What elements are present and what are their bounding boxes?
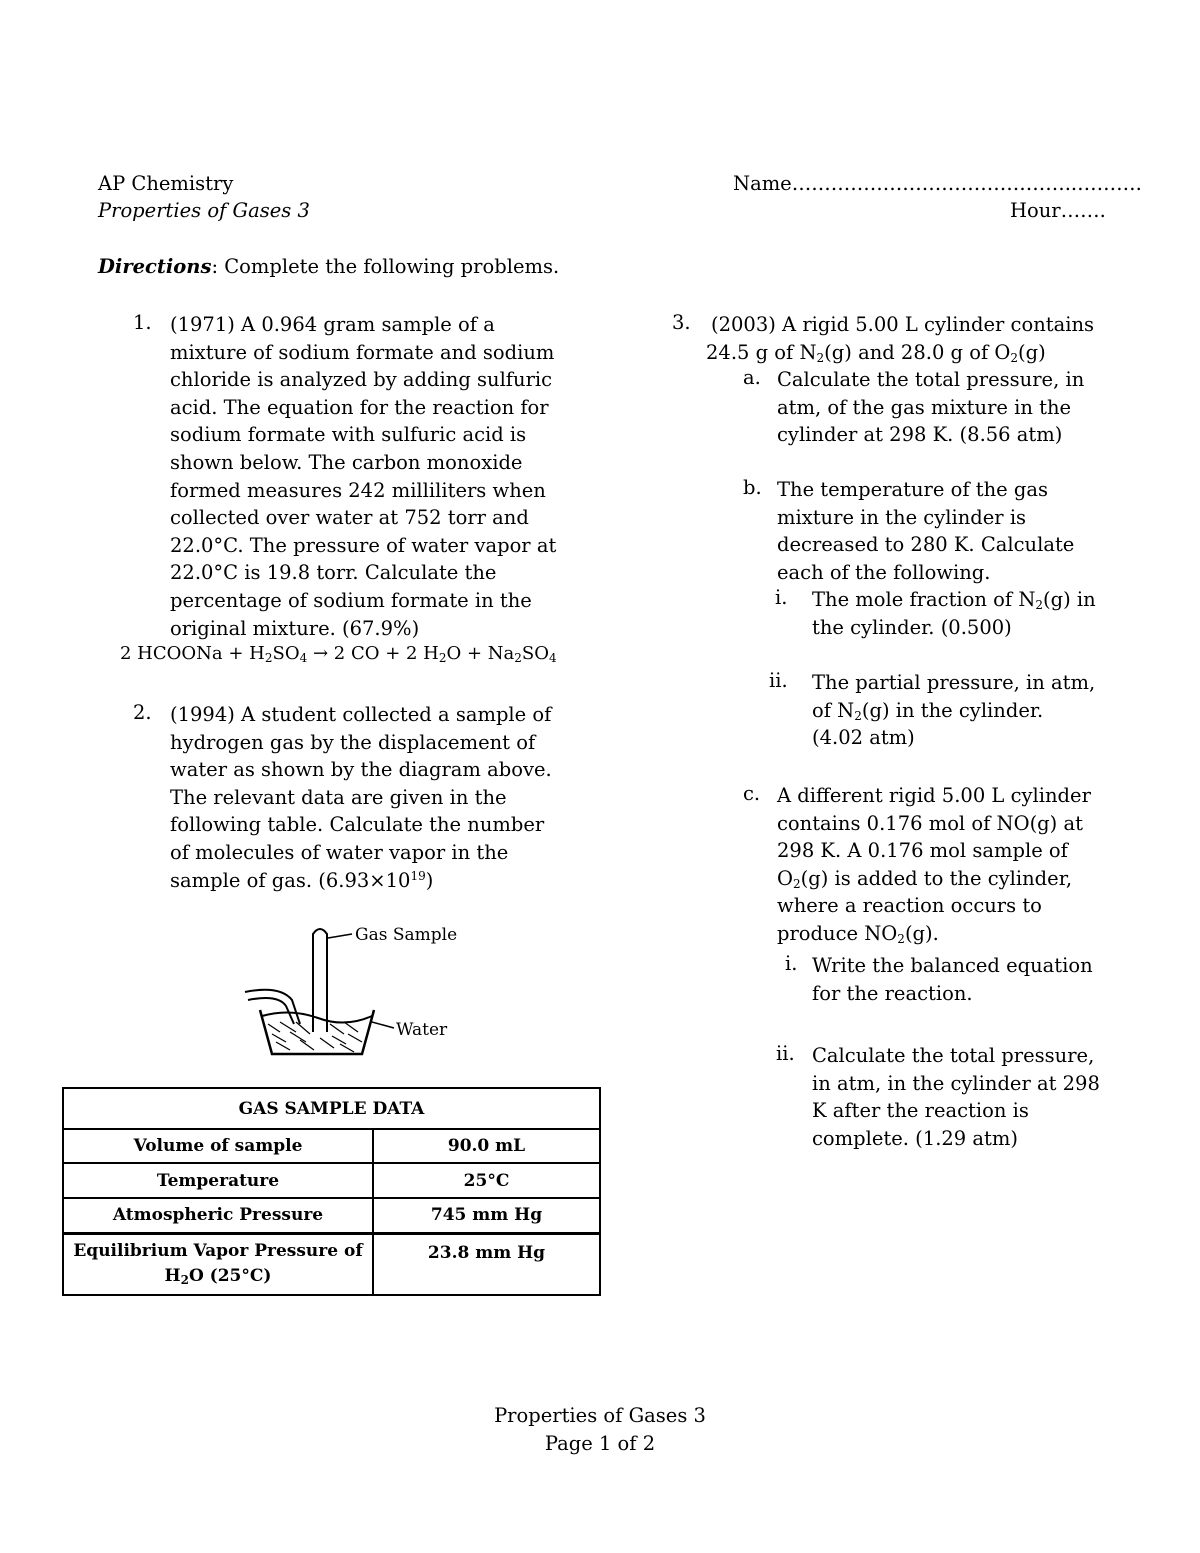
question-3-number: 3. [672, 311, 691, 334]
q2-line: water as shown by the diagram above. [170, 758, 552, 782]
table-title: GAS SAMPLE DATA [63, 1088, 600, 1129]
q3bi-part: (g) in [1043, 588, 1096, 611]
q3b-line: decreased to 280 K. Calculate [777, 533, 1075, 557]
q3c-part: (g) is added to the cylinder, [800, 866, 1073, 890]
name-line: Name……………………………………..………. [733, 172, 1142, 195]
worksheet-subtitle: Properties of Gases 3 [98, 199, 310, 222]
hour-line: Hour……. [1010, 199, 1106, 222]
table-header-row [63, 1088, 600, 1129]
q3c-line: A different rigid 5.00 L cylinder [777, 784, 1091, 807]
o-symbol: O (25°C) [188, 1266, 272, 1287]
q2-line: of molecules of water vapor in the [170, 841, 509, 864]
q3-part: (g) and 28.0 g of O [824, 340, 1011, 364]
q1-line: chloride is analyzed by adding sulfuric [170, 368, 553, 392]
q3a-line: Calculate the total pressure, in [777, 368, 1085, 391]
q3bii-line: The partial pressure, in atm, [812, 671, 1096, 694]
water-label: Water [396, 1020, 448, 1040]
q2-line: hydrogen gas by the displacement of [170, 730, 536, 754]
q3-sub: 2 [1010, 350, 1019, 365]
table-label-cell: Volume of sample [63, 1129, 373, 1163]
q2-line: following table. Calculate the number [170, 813, 545, 837]
q3c-line [777, 920, 939, 948]
q3-part: (g) [1018, 340, 1046, 364]
q3bii-marker: ii. [769, 669, 788, 692]
q3bi-line: the cylinder. (0.500) [812, 615, 1012, 639]
table-label-cell [63, 1233, 373, 1295]
q3-line: (2003) A rigid 5.00 L cylinder contains [711, 313, 1095, 336]
q3bi-part: The mole fraction of N [812, 588, 1036, 611]
q1-line: 22.0°C. The pressure of water vapor at [170, 533, 557, 557]
reaction-equation [120, 643, 557, 664]
q3c-line: where a reaction occurs to [777, 894, 1042, 918]
gas-sample-label: Gas Sample [355, 925, 458, 945]
q3cii-line: in atm, in the cylinder at 298 [812, 1071, 1100, 1095]
q1-line: percentage of sodium formate in the [170, 589, 532, 612]
q2-exponent: 19 [410, 868, 426, 883]
table-label-cell: Atmospheric Pressure [63, 1198, 373, 1233]
eq-part: → 2 CO + 2 H [307, 643, 439, 664]
eq-sub: 2 [264, 651, 273, 665]
course-title: AP Chemistry [98, 172, 234, 195]
q1-line: acid. The equation for the reaction for [170, 395, 549, 419]
q3b-line: each of the following. [777, 560, 991, 584]
q3bi-line [812, 586, 1096, 614]
q2-line: (1994) A student collected a sample of [170, 703, 552, 726]
q3bi-sub: 2 [1035, 598, 1044, 612]
eq-part: 2 HCOONa + H [120, 643, 265, 664]
q3-line [706, 339, 1046, 367]
footer-title: Properties of Gases 3 [494, 1404, 706, 1427]
q3bii-line: (4.02 atm) [812, 726, 915, 750]
q2-line-suffix: ) [425, 868, 434, 892]
q3-part: 24.5 g of N [706, 340, 817, 364]
q1-line: mixture of sodium formate and sodium [170, 340, 555, 364]
water-leader-line [372, 1022, 394, 1028]
vapor-pressure-label-2 [70, 1264, 366, 1289]
q3c-marker: c. [743, 782, 761, 805]
q3b-line: mixture in the cylinder is [777, 505, 1027, 529]
q3c-part: produce NO [777, 922, 898, 945]
eq-sub: 4 [549, 651, 557, 665]
q1-line: sodium formate with sulfuric acid is [170, 423, 527, 447]
q1-line: 22.0°C is 19.8 torr. Calculate the [170, 561, 497, 585]
directions-label: Directions [98, 255, 212, 278]
directions [98, 255, 559, 278]
q3cii-marker: ii. [776, 1042, 795, 1065]
vapor-pressure-label: Equilibrium Vapor Pressure of [73, 1241, 363, 1262]
table-value-cell: 745 mm Hg [373, 1198, 600, 1233]
q3c-sub: 2 [793, 876, 801, 891]
q3ci-line: for the reaction. [812, 981, 973, 1005]
question-2-number: 2. [133, 701, 152, 724]
q3c-line [777, 865, 1072, 893]
q3c-line: 298 K. A 0.176 mol sample of [777, 839, 1068, 863]
q2-line: The relevant data are given in the [170, 785, 507, 809]
q2-line [170, 867, 433, 895]
water-surface [262, 1012, 372, 1022]
page-number: Page 1 of 2 [544, 1432, 656, 1455]
q3a-marker: a. [743, 366, 761, 389]
q1-line: collected over water at 752 torr and [170, 506, 529, 530]
h-symbol: H [164, 1266, 181, 1287]
delivery-tube [248, 998, 294, 1024]
q3ci-marker: i. [785, 952, 798, 975]
eq-part: SO [521, 643, 550, 664]
q2-line-prefix: sample of gas. (6.93×10 [170, 868, 411, 892]
eq-part: O + Na [446, 643, 515, 664]
water-hatching [268, 1022, 362, 1052]
q3c-part: (g). [904, 922, 939, 945]
q3a-line: cylinder at 298 K. (8.56 atm) [777, 423, 1063, 447]
table-row [63, 1163, 600, 1198]
table-value-cell: 90.0 mL [373, 1129, 600, 1163]
q3bii-sub: 2 [854, 708, 862, 723]
q3bii-part: of N [812, 698, 855, 722]
gas-sample-data-table [62, 1087, 601, 1296]
question-1-number: 1. [133, 311, 152, 334]
table-label-cell: Temperature [63, 1163, 373, 1198]
q3cii-line: K after the reaction is [812, 1099, 1029, 1123]
eq-sub: 2 [438, 651, 447, 665]
table-row [63, 1198, 600, 1233]
table-value-cell: 23.8 mm Hg [373, 1233, 600, 1295]
q1-line: (1971) A 0.964 gram sample of a [170, 313, 495, 336]
h-subscript: 2 [180, 1273, 189, 1288]
q3cii-line: complete. (1.29 atm) [812, 1126, 1018, 1150]
q3b-marker: b. [743, 476, 762, 499]
table-row [63, 1129, 600, 1163]
eq-sub: 2 [514, 651, 522, 665]
table-row [63, 1233, 600, 1295]
q3bii-line [812, 697, 1043, 725]
q3bi-marker: i. [775, 586, 788, 609]
q3bii-part: (g) in the cylinder. [861, 698, 1044, 722]
q3b-line: The temperature of the gas [777, 478, 1049, 501]
q3a-line: atm, of the gas mixture in the [777, 395, 1072, 419]
directions-text: : Complete the following problems. [211, 255, 560, 278]
table-value-cell: 25°C [373, 1163, 600, 1198]
q3c-line: contains 0.176 mol of NO(g) at [777, 811, 1083, 835]
q1-line: shown below. The carbon monoxide [170, 451, 523, 474]
eq-part: SO [272, 643, 300, 664]
q3c-sub: 2 [897, 932, 905, 946]
q1-line: original mixture. (67.9%) [170, 616, 420, 640]
q1-line: formed measures 242 milliliters when [170, 478, 546, 502]
eq-sub: 4 [299, 651, 308, 665]
q3ci-line: Write the balanced equation [812, 954, 1093, 977]
q3-sub: 2 [816, 350, 825, 365]
q3cii-line: Calculate the total pressure, [812, 1044, 1095, 1067]
q3c-part: O [777, 866, 793, 890]
gas-leader-line [328, 934, 352, 938]
